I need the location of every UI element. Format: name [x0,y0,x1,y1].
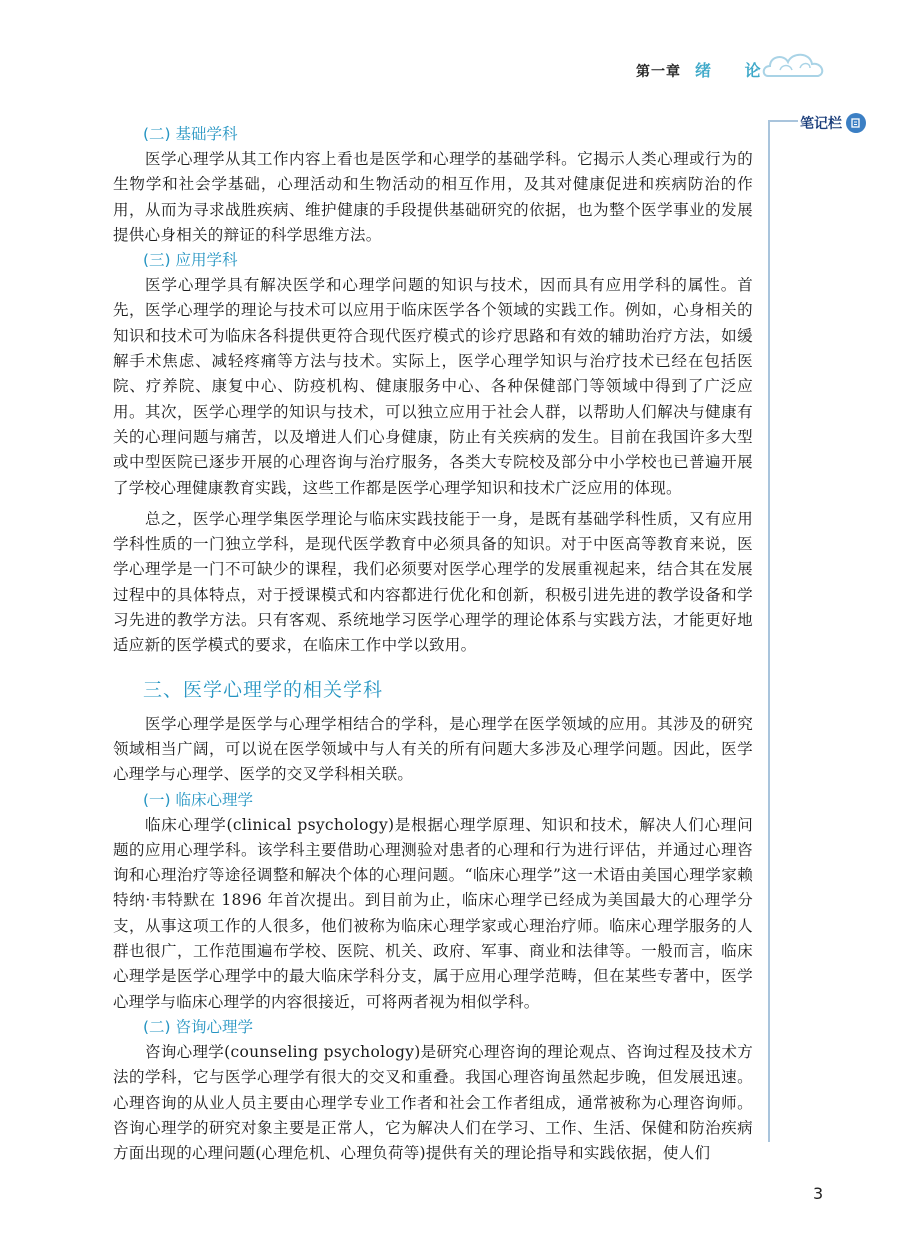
cloud-ornament-icon [760,46,830,86]
chapter-label: 第一章 [636,64,681,80]
paragraph: 临床心理学(clinical psychology)是根据心理学原理、知识和技术，解决人们心理问题的应用心理学科。该学科主要借助心理测验对患者的心理和行为进行评估，并通过心理咨询和心理治疗等途径调整和解决个体的心理问题。“临床心理学”这一术语由美国心理学家赖特纳·韦特默在 1896 年首次提出。到目前为止，临床心理学已经成为美国最大的心理学分支，从事这项工作的人很多，他们被称为临床心理学家或心理治疗师。临床心理学服务的人群也很广，工作范围遍布学校、医院、机关、政府、军事、商业和法律等。一般而言，临床心理学是医学心理学中的最大临床学科分支，属于应用心理学范畴，但在某些专著中，医学心理学与临床心理学的内容很接近，可将两者视为相似学科。 [113,815,753,1011]
paragraph: 医学心理学具有解决医学和心理学问题的知识与技术，因而具有应用学科的属性。首先，医学心理学的理论与技术可以应用于临床医学各个领域的实践工作。例如，心身相关的知识和技术可为临床各科提供更符合现代医疗模式的诊疗思路和有效的辅助治疗方法，如缓解手术焦虑、减轻疼痛等方法与技术。实际上，医学心理学知识与治疗技术已经在包括医院、疗养院、康复中心、防疫机构、健康服务中心、各种保健部门等领域中得到了广泛应用。其次，医学心理学的知识与技术，可以独立应用于社会人群，以帮助人们解决与健康有关的心理问题与痛苦，以及增进人们心身健康，防止有关疾病的发生。目前在我国许多大型或中型医院已逐步开展的心理咨询与治疗服务，各类大专院校及部分中小学校也已普遍开展了学校心理健康教育实践，这些工作都是医学心理学知识和技术广泛应用的体现。 [113,276,753,497]
notes-column-label [800,112,866,134]
notes-label-text: 笔记栏 [800,116,842,132]
heading-counseling-psychology: (二) 咨询心理学 [143,1017,254,1036]
pencil-note-icon [846,113,866,133]
heading-applied-discipline: (三) 应用学科 [143,251,238,270]
page-content [113,122,753,1166]
notes-margin-top-line [768,120,798,122]
page-number: 3 [813,1184,824,1203]
paragraph: 总之，医学心理学集医学理论与临床实践技能于一身，是既有基础学科性质，又有应用学科性质的一门独立学科，是现代医学教育中必须具备的知识。对于中医高等教育来说，医学心理学是一门不可缺少的课程，我们必须要对医学心理学的发展重视起来，结合其在发展过程中的具体特点，对于授课模式和内容都进行优化和创新，积极引进先进的教学设备和学习先进的教学方法。只有客观、系统地学习医学心理学的理论体系与实践方法，才能更好地适应新的医学模式的要求，在临床工作中学以致用。 [113,509,753,655]
paragraph: 咨询心理学(counseling psychology)是研究心理咨询的理论观点、咨询过程及技术方法的学科，它与医学心理学有很大的交叉和重叠。我国心理咨询虽然起步晚，但发展迅速。心理咨询的从业人员主要由心理学专业工作者和社会工作者组成，通常被称为心理咨询师。咨询心理学的研究对象主要是正常人，它为解决人们在学习、工作、生活、保健和防治疾病方面出现的心理问题(心理危机、心理负荷等)提供有关的理论指导和实践依据，使人们 [113,1042,753,1163]
heading-clinical-psychology: (一) 临床心理学 [143,790,254,809]
heading-related-disciplines: 三、医学心理学的相关学科 [143,678,384,701]
heading-basic-discipline: (二) 基础学科 [143,125,238,143]
paragraph: 医学心理学是医学与心理学相结合的学科，是心理学在医学领域的应用。其涉及的研究领域相当广阔，可以说在医学领域中与人有关的所有问题大多涉及心理学问题。因此，医学心理学与心理学、医学的交叉学科相关联。 [113,714,753,784]
chapter-title: 绪 论 [695,61,775,80]
notes-margin-line [768,120,770,1142]
paragraph: 医学心理学从其工作内容上看也是医学和心理学的基础学科。它揭示人类心理或行为的生物学和社会学基础，心理活动和生物活动的相互作用，及其对健康促进和疾病防治的作用，从而为寻求战胜疾病、维护健康的手段提供基础研究的依据，也为整个医学事业的发展提供心身相关的辩证的科学思维方法。 [113,150,753,244]
running-header [636,58,775,84]
